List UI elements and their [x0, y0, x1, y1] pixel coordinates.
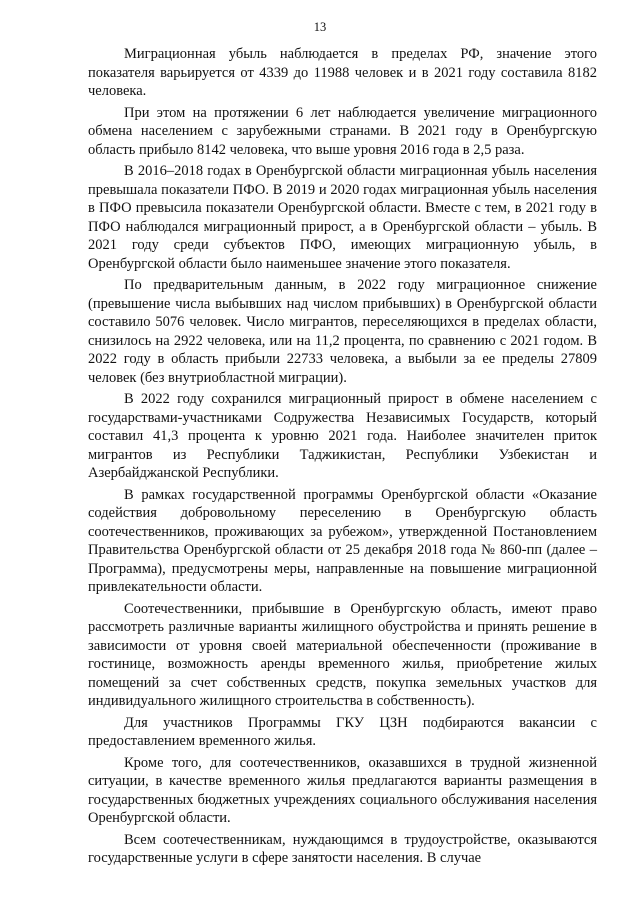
paragraph: При этом на протяжении 6 лет наблюдается увеличение миграционного обмена населением с зарубежными странами. В 2021 году в Оренбургскую область прибыло 8142 человека, что выше уровня 2016 года в 2,5 раза. — [88, 104, 597, 158]
paragraph: В 2016–2018 годах в Оренбургской области миграционная убыль населения превышала показатели ПФО. В 2019 и 2020 годах миграционная убыль населения в ПФО превысила показатели Оренбургской области. Вместе с тем, в 2021 году в ПФО наблюдался миграционный прирост, а в Оренбургской области – убыль. В 2021 году среди субъектов ПФО, имеющих миграционную убыль, в Оренбургской области было наименьшее значение этого показателя. — [88, 163, 597, 272]
paragraph: По предварительным данным, в 2022 году миграционное снижение (превышение числа выбывших над числом прибывших) в Оренбургской области составило 5076 человек. Число мигрантов, переселяющихся в пределах области, снизилось на 2922 человека, или на 11,2 процента, по сравнению с 2021 годом. В 2022 году в область прибыли 22733 человека, а выбыли за ее пределы 27809 человек (без внутриобластной миграции). — [88, 277, 597, 386]
body-text — [88, 45, 597, 868]
page-number: 13 — [313, 20, 327, 34]
paragraph: В рамках государственной программы Оренбургской области «Оказание содействия добровольному переселению в Оренбургскую область соотечественников, проживающих за рубежом», утвержденной Постановлением Правительства Оренбургской области от 25 декабря 2018 года № 860-пп (далее – Программа), предусмотрены меры, направленные на повышение миграционной привлекательности области. — [88, 486, 597, 595]
paragraph: Всем соотечественникам, нуждающимся в трудоустройстве, оказываются государственные услуги в сфере занятости населения. В случае — [88, 831, 597, 866]
paragraph: Соотечественники, прибывшие в Оренбургскую область, имеют право рассмотреть различные варианты жилищного обустройства и принять решение в зависимости от уровня своей материальной обеспеченности (проживание в гостинице, возможность аренды временного жилья, приобретение жилых помещений за счет собственных средств, покупка земельных участков для индивидуального жилищного строительства в собственность). — [88, 600, 597, 709]
paragraph: Миграционная убыль наблюдается в пределах РФ, значение этого показателя варьируется от 4339 до 11988 человек и в 2021 году составила 8182 человека. — [88, 46, 597, 99]
paragraph: Для участников Программы ГКУ ЦЗН подбираются вакансии с предоставлением временного жилья. — [88, 714, 597, 749]
paragraph: В 2022 году сохранился миграционный прирост в обмене населением с государствами-участниками Содружества Независимых Государств, который составил 41,3 процента к уровню 2021 года. Наиболее значителен приток мигрантов из Республики Таджикистан, Республики Узбекистан и Азербайджанской Республики. — [88, 391, 597, 481]
paragraph: Кроме того, для соотечественников, оказавшихся в трудной жизненной ситуации, в качестве временного жилья предлагаются варианты размещения в государственных бюджетных учреждениях социального обслуживания населения Оренбургской области. — [88, 754, 597, 826]
